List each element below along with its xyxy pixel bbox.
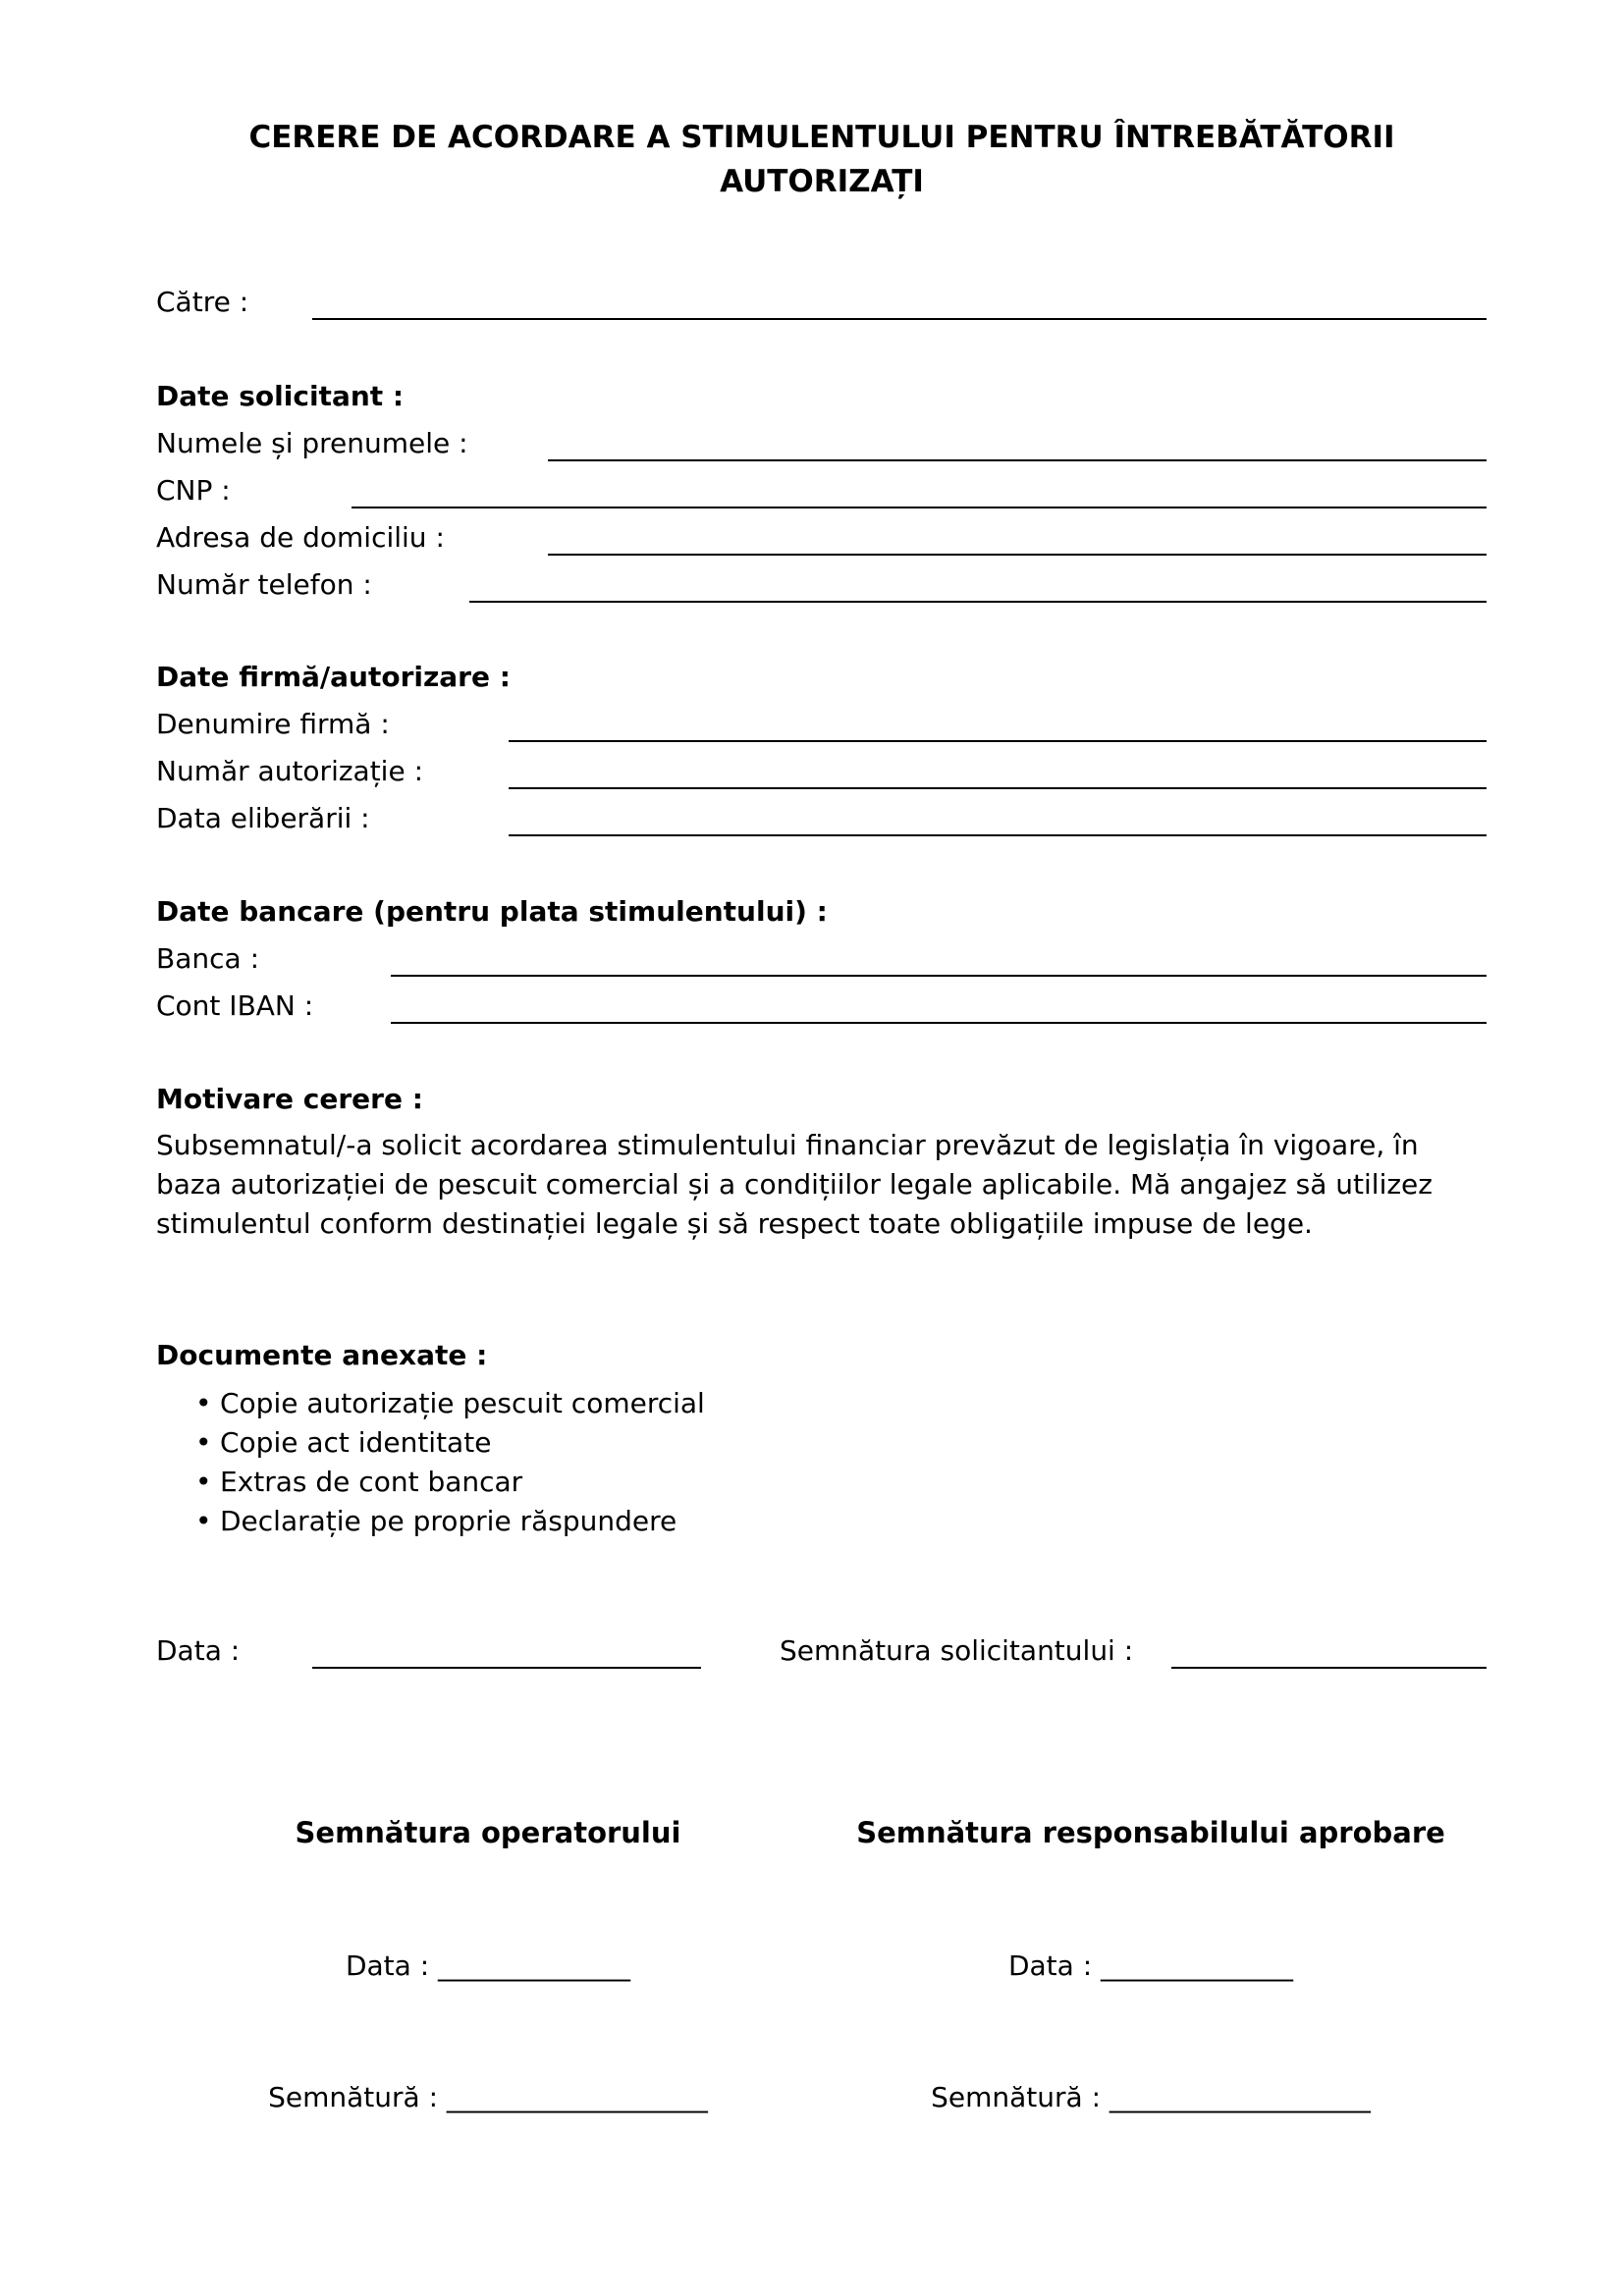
motivation-text: Subsemnatul/-a solicit acordarea stimulentului financiar prevăzut de legislația în vigoare, în baza autorizației de pescuit comercial și a condițiilor legale aplicabile. Mă angajez să utilizez stimulentul conform destinației legale și să respect toate obligațiile impuse de lege. — [156, 1129, 1433, 1240]
issue-date-field[interactable] — [509, 834, 1487, 836]
address-field[interactable] — [548, 554, 1487, 556]
list-item: • Extras de cont bancar — [195, 1463, 705, 1502]
attachments-heading: Documente anexate : — [156, 1339, 488, 1371]
bullet-icon: • — [195, 1466, 212, 1498]
cnp-label: CNP : — [156, 474, 231, 507]
bullet-icon: • — [195, 1387, 212, 1419]
iban-field[interactable] — [391, 1022, 1487, 1024]
recipient-field[interactable] — [312, 318, 1487, 320]
operator-signature-line[interactable]: Semnătură : ___________________ — [268, 2081, 708, 2113]
approver-signature-heading: Semnătura responsabilului aprobare — [856, 1816, 1445, 1849]
name-label: Numele și prenumele : — [156, 427, 468, 459]
address-label: Adresa de domiciliu : — [156, 521, 445, 554]
bank-field[interactable] — [391, 975, 1487, 977]
company-name-field[interactable] — [509, 740, 1487, 742]
bullet-icon: • — [195, 1505, 212, 1537]
motivation-heading: Motivare cerere : — [156, 1083, 423, 1115]
issue-date-label: Data eliberării : — [156, 802, 370, 834]
auth-number-label: Număr autorizație : — [156, 755, 424, 787]
phone-field[interactable] — [469, 601, 1487, 603]
operator-signature-heading: Semnătura operatorului — [295, 1816, 681, 1849]
iban-label: Cont IBAN : — [156, 989, 314, 1022]
name-field[interactable] — [548, 459, 1487, 461]
document-title: CERERE DE ACORDARE A STIMULENTULUI PENTRU ÎNTREBĂTĂTORII AUTORIZAȚI — [248, 120, 1395, 199]
list-item: • Copie act identitate — [195, 1423, 705, 1463]
applicant-signature-field[interactable] — [1171, 1667, 1487, 1669]
attachments-list — [195, 1384, 705, 1541]
date-label: Data : — [156, 1634, 241, 1667]
recipient-label: Către : — [156, 286, 249, 318]
approver-signature-line[interactable]: Semnătură : ___________________ — [931, 2081, 1371, 2113]
operator-date-line[interactable]: Data : ______________ — [345, 1949, 631, 1982]
company-heading: Date firmă/autorizare : — [156, 661, 511, 693]
bank-heading: Date bancare (pentru plata stimulentului) : — [156, 895, 828, 928]
applicant-signature-label: Semnătura solicitantului : — [780, 1634, 1134, 1667]
approver-date-line[interactable]: Data : ______________ — [1007, 1949, 1294, 1982]
cnp-field[interactable] — [352, 507, 1487, 508]
company-name-label: Denumire firmă : — [156, 708, 390, 740]
auth-number-field[interactable] — [509, 787, 1487, 789]
phone-label: Număr telefon : — [156, 568, 372, 601]
bullet-icon: • — [195, 1426, 212, 1459]
bank-label: Banca : — [156, 942, 259, 975]
applicant-heading: Date solicitant : — [156, 380, 405, 412]
list-item: • Copie autorizație pescuit comercial — [195, 1384, 705, 1423]
list-item: • Declarație pe proprie răspundere — [195, 1502, 705, 1541]
date-field[interactable] — [312, 1667, 701, 1669]
